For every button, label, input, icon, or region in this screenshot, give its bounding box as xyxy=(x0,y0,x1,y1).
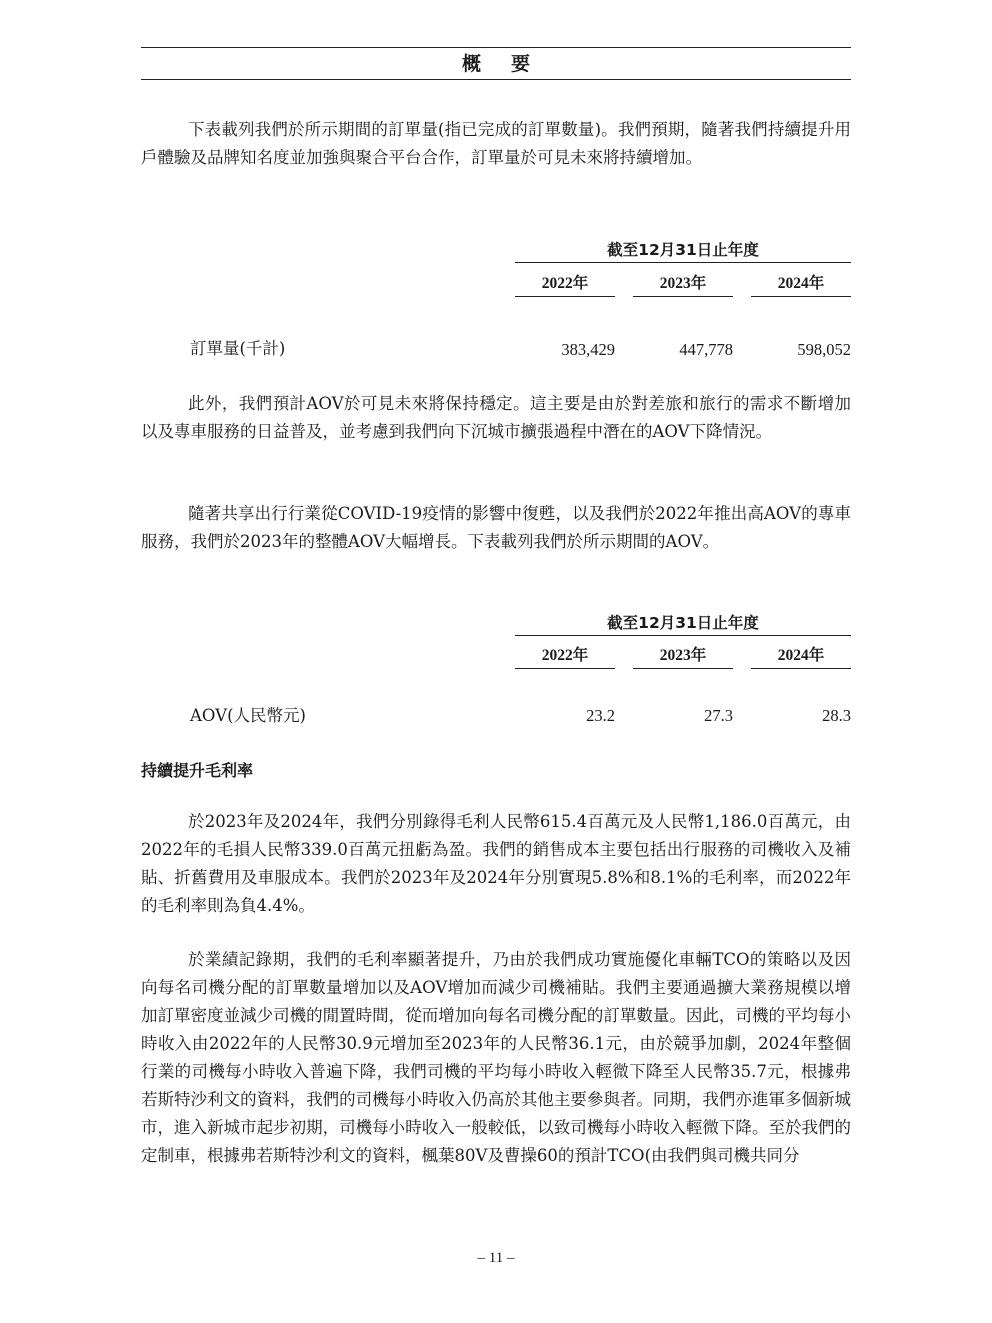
paragraph-gross-profit: 於2023年及2024年，我們分別錄得毛利人民幣615.4百萬元及人民幣1,186.0百萬元，由2022年的毛損人民幣339.0百萬元扭虧為盈。我們的銷售成本主要包括出行服務的司機收入及補貼、折舊費用及車服成本。我們於2023年及2024年分別實現5.8%和8.1%的毛利率，而2022年的毛利率則為負4.4%。 xyxy=(141,812,851,915)
orders-table-value-2023: 447,778 xyxy=(679,340,733,359)
aov-table-row-label: AOV(人民幣元) xyxy=(190,706,306,725)
paragraph-aov-growth: 隨著共享出行行業從COVID-19疫情的影響中復甦，以及我們於2022年推出高AOV的專車服務，我們於2023年的整體AOV大幅增長。下表載列我們於所示期間的AOV。 xyxy=(141,504,851,551)
orders-table-value-2022: 383,429 xyxy=(561,340,615,359)
aov-table-year-2022: 2022年 xyxy=(541,647,589,664)
orders-table-year-rule-2024 xyxy=(751,296,851,297)
aov-table-year-rule-2023 xyxy=(633,668,733,669)
header-bottom-rule xyxy=(141,79,851,80)
aov-table-year-2023: 2023年 xyxy=(659,647,707,664)
aov-table-value-2023: 27.3 xyxy=(704,706,733,725)
orders-table-header-rule xyxy=(515,262,851,263)
aov-table-value-2022: 23.2 xyxy=(586,706,615,725)
header-top-rule xyxy=(141,47,851,48)
aov-table-header-rule xyxy=(515,635,851,636)
orders-table-period-header: 截至12月31日止年度 xyxy=(607,241,759,259)
section-heading-gross-margin: 持續提升毛利率 xyxy=(141,761,254,780)
page-header-title: 概要 xyxy=(461,53,560,75)
paragraph-aov-outlook: 此外，我們預計AOV於可見未來將保持穩定。這主要是由於對差旅和旅行的需求不斷增加以及專車服務的日益普及，並考慮到我們向下沉城市擴張過程中潛在的AOV下降情況。 xyxy=(141,394,851,441)
orders-table-year-2023: 2023年 xyxy=(659,275,707,292)
orders-table-year-rule-2023 xyxy=(633,296,733,297)
orders-table-row-label: 訂單量(千計) xyxy=(190,339,286,358)
orders-table-year-rule-2022 xyxy=(515,296,615,297)
aov-table-year-rule-2024 xyxy=(751,668,851,669)
orders-table-year-2024: 2024年 xyxy=(777,275,825,292)
aov-table-year-rule-2022 xyxy=(515,668,615,669)
orders-table-value-2024: 598,052 xyxy=(797,340,851,359)
page-number: – 11 – xyxy=(477,1250,515,1266)
paragraph-order-volume-intro: 下表載列我們於所示期間的訂單量(指已完成的訂單數量)。我們預期，隨著我們持續提升用戶體驗及品牌知名度並加強與聚合平台合作，訂單量於可見未來將持續增加。 xyxy=(141,120,851,167)
aov-table-value-2024: 28.3 xyxy=(822,706,851,725)
orders-table-year-2022: 2022年 xyxy=(541,275,589,292)
aov-table-year-2024: 2024年 xyxy=(777,647,825,664)
aov-table-period-header: 截至12月31日止年度 xyxy=(607,614,759,632)
paragraph-gross-margin-drivers: 於業績記錄期，我們的毛利率顯著提升，乃由於我們成功實施優化車輛TCO的策略以及因向每名司機分配的訂單數量增加以及AOV增加而減少司機補貼。我們主要通過擴大業務規模以增加訂單密度並減少司機的閒置時間，從而增加向每名司機分配的訂單數量。因此，司機的平均每小時收入由2022年的人民幣30.9元增加至2023年的人民幣36.1元，由於競爭加劇，2024年整個行業的司機每小時收入普遍下降，我們司機的平均每小時收入輕微下降至人民幣35.7元，根據弗若斯特沙利文的資料，我們的司機每小時收入仍高於其他主要參與者。同期，我們亦進軍多個新城市，進入新城市起步初期，司機每小時收入一般較低，以致司機每小時收入輕微下降。至於我們的定制車，根據弗若斯特沙利文的資料，楓葉80V及曹操60的預計TCO(由我們與司機共同分 xyxy=(141,950,851,1165)
